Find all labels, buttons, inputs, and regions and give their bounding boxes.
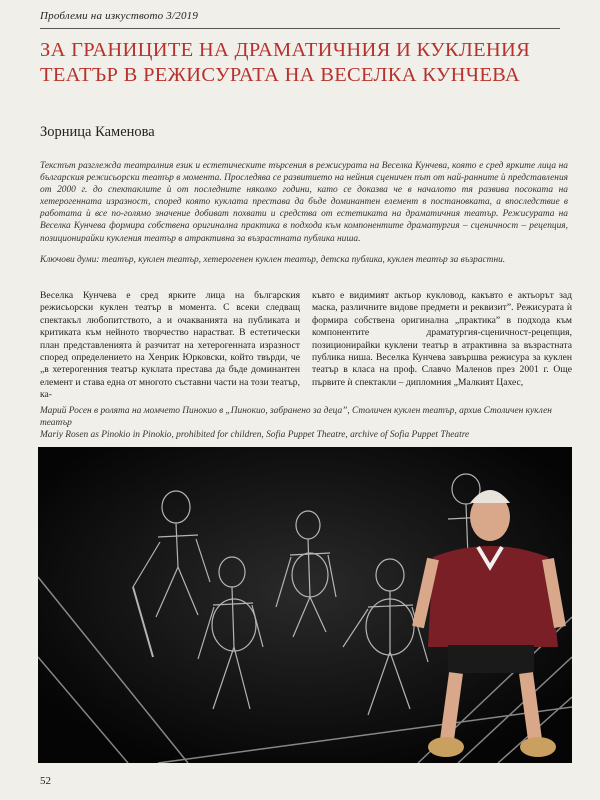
page-number: 52 — [40, 775, 51, 787]
body-column-left: Веселка Кунчева е сред ярките лица на българския режисьорски куклен театър в момента. С всеки следващ спектакъл любопитството, а и очакванията на публиката и критиката към нейното творчество нарастват. В естетически план представленията ѝ разчитат на хетерогенната изразност според определението на Хенрик Юрковски, който твърди, че „в хетерогенния театър куклата престава да бъде доминантен елемент и става една от многото съставни части на този театър, ка- — [40, 290, 300, 401]
photo-caption-bg: Марий Росен в ролята на момчето Пинокио в „Пинокио, забранено за деца”, Столичен куклен театър, архив Столичен куклен театър — [40, 406, 552, 429]
article-abstract: Текстът разглежда театралния език и естетическите търсения в режисурата на Веселка Кунчева, която е сред ярките лица на българския режисьорски театър в момента. Проследява се развитието на нейния сценичен път от най-ранните ѝ представления от 2000 г. до спектаклите ѝ от последните няколко години, като се доказва че в началото тя развива посоката на хетерогенната изразност, според която куклата престава да бъде доминантен елемент в постановката, а впоследствие в работата ѝ все по-голямо значение добиват похвати и средства от естетиката на драматичния театър. Режисурата на Веселка Кунчева формира собствена оригинална практика в подхода към компонентите драматургия – сценичност – рецепция, позиционирайки кукления театър в атрактивна за възрастната публика ниша. — [40, 161, 568, 244]
photo-caption — [40, 405, 570, 442]
article-keywords: Ключови думи: театър, куклен театър, хетерогенен куклен театър, детска публика, куклен театър за възрастни. — [40, 255, 506, 265]
journal-header: Проблеми на изкуството 3/2019 — [40, 10, 199, 22]
header-rule — [40, 28, 560, 29]
article-title: ЗА ГРАНИЦИТЕ НА ДРАМАТИЧНИЯ И КУКЛЕНИЯ ТЕАТЪР В РЕЖИСУРАТА НА ВЕСЕЛКА КУНЧЕВА — [40, 39, 531, 86]
photo-caption-en: Mariy Rosen as Pinokio in Pinokio, prohibited for children, Sofia Puppet Theatre, archive of Sofia Puppet Theatre — [40, 430, 470, 441]
body-column-right: къвто е видимият актьор кукловод, какъвто е актьорът зад маска, различните видове предмети и реквизит”. Режисурата ѝ формира собствена оригинална „практика” в подхода към компонентите драматургия-сценичност-рецепция, позиционирайки куклени театър в атрактивна за възрастната публика ниша. Веселка Кунчева завършва режисура за куклен театър в класа на проф. Славчо Маленов през 2001 г. Още първите ѝ спектакли – дипломния „Малкият Цахес, — [312, 290, 572, 388]
stage-photo — [38, 447, 572, 763]
article-author: Зорница Каменова — [40, 124, 155, 140]
